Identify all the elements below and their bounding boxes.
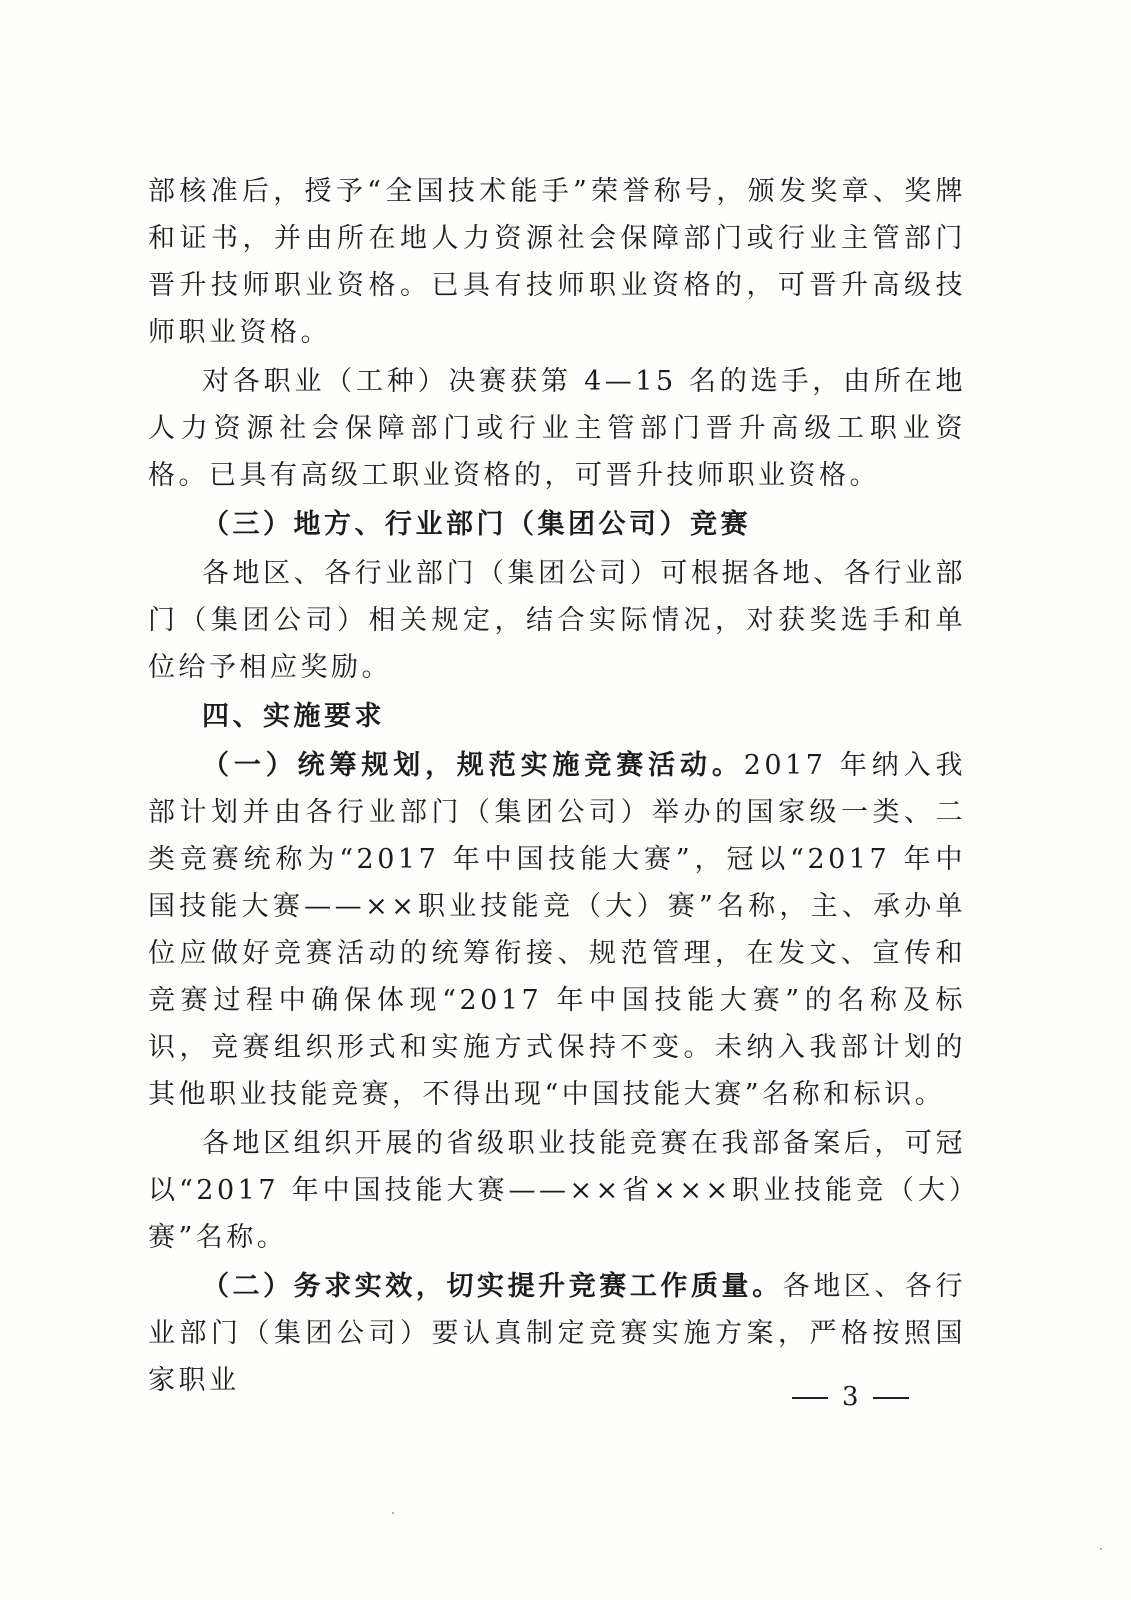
paragraph-2 [148, 358, 966, 499]
section-heading-text: 四、实施要求 [202, 701, 385, 732]
page-footer [778, 1380, 923, 1414]
subheading-text: （三）地方、行业部门（集团公司）竞赛 [202, 509, 751, 540]
scan-speck [1100, 1548, 1102, 1550]
scan-speck [392, 1512, 394, 1514]
footer-dash-left [792, 1397, 828, 1399]
paragraph-4 [148, 550, 966, 691]
paragraph-1 [148, 168, 966, 356]
paragraph-6-lead: （一）统筹规划，规范实施竞赛活动。 [202, 750, 744, 781]
footer-dash-right [873, 1397, 909, 1399]
page-number: 3 [842, 1382, 859, 1412]
paragraph-6-text: 2017 年纳入我部计划并由各行业部门（集团公司）举办的国家级一类、二类竞赛统称为“2017 年中国技能大赛”，冠以“2017 年中国技能大赛——××职业技能竞（大）赛”名称，主、承办单位应做好竞赛活动的统筹衔接、规范管理，在发文、宣传和竞赛过程中确保体现“2017 年中国技能大赛”的名称及标识，竞赛组织形式和实施方式保持不变。未纳入我部计划的其他职业技能竞赛，不得出现“中国技能大赛”名称和标识。 [148, 750, 967, 1110]
paragraph-7-text: 各地区组织开展的省级职业技能竞赛在我部备案后，可冠以“2017 年中国技能大赛——××省×××职业技能竞（大）赛”名称。 [148, 1128, 966, 1253]
paragraph-4-text: 各地区、各行业部门（集团公司）可根据各地、各行业部门（集团公司）相关规定，结合实际情况，对获奖选手和单位给予相应奖励。 [148, 558, 966, 683]
section-heading-implementation [148, 693, 966, 740]
paragraph-8-text: 各地区、各行业部门（集团公司）要认真制定竞赛实施方案，严格按照国家职业 [148, 1271, 966, 1396]
paragraph-8-lead: （二）务求实效，切实提升竞赛工作质量。 [202, 1271, 783, 1302]
document-body [148, 168, 966, 1404]
paragraph-7 [148, 1120, 966, 1261]
subheading-local-industry-competition [148, 501, 966, 548]
paragraph-1-text: 部核准后，授予“全国技术能手”荣誉称号，颁发奖章、奖牌和证书，并由所在地人力资源社会保障部门或行业主管部门晋升技师职业资格。已具有技师职业资格的，可晋升高级技师职业资格。 [148, 176, 966, 348]
paragraph-6 [148, 742, 966, 1118]
paragraph-2-text: 对各职业（工种）决赛获第 4—15 名的选手，由所在地人力资源社会保障部门或行业主管部门晋升高级工职业资格。已具有高级工职业资格的，可晋升技师职业资格。 [148, 366, 966, 491]
